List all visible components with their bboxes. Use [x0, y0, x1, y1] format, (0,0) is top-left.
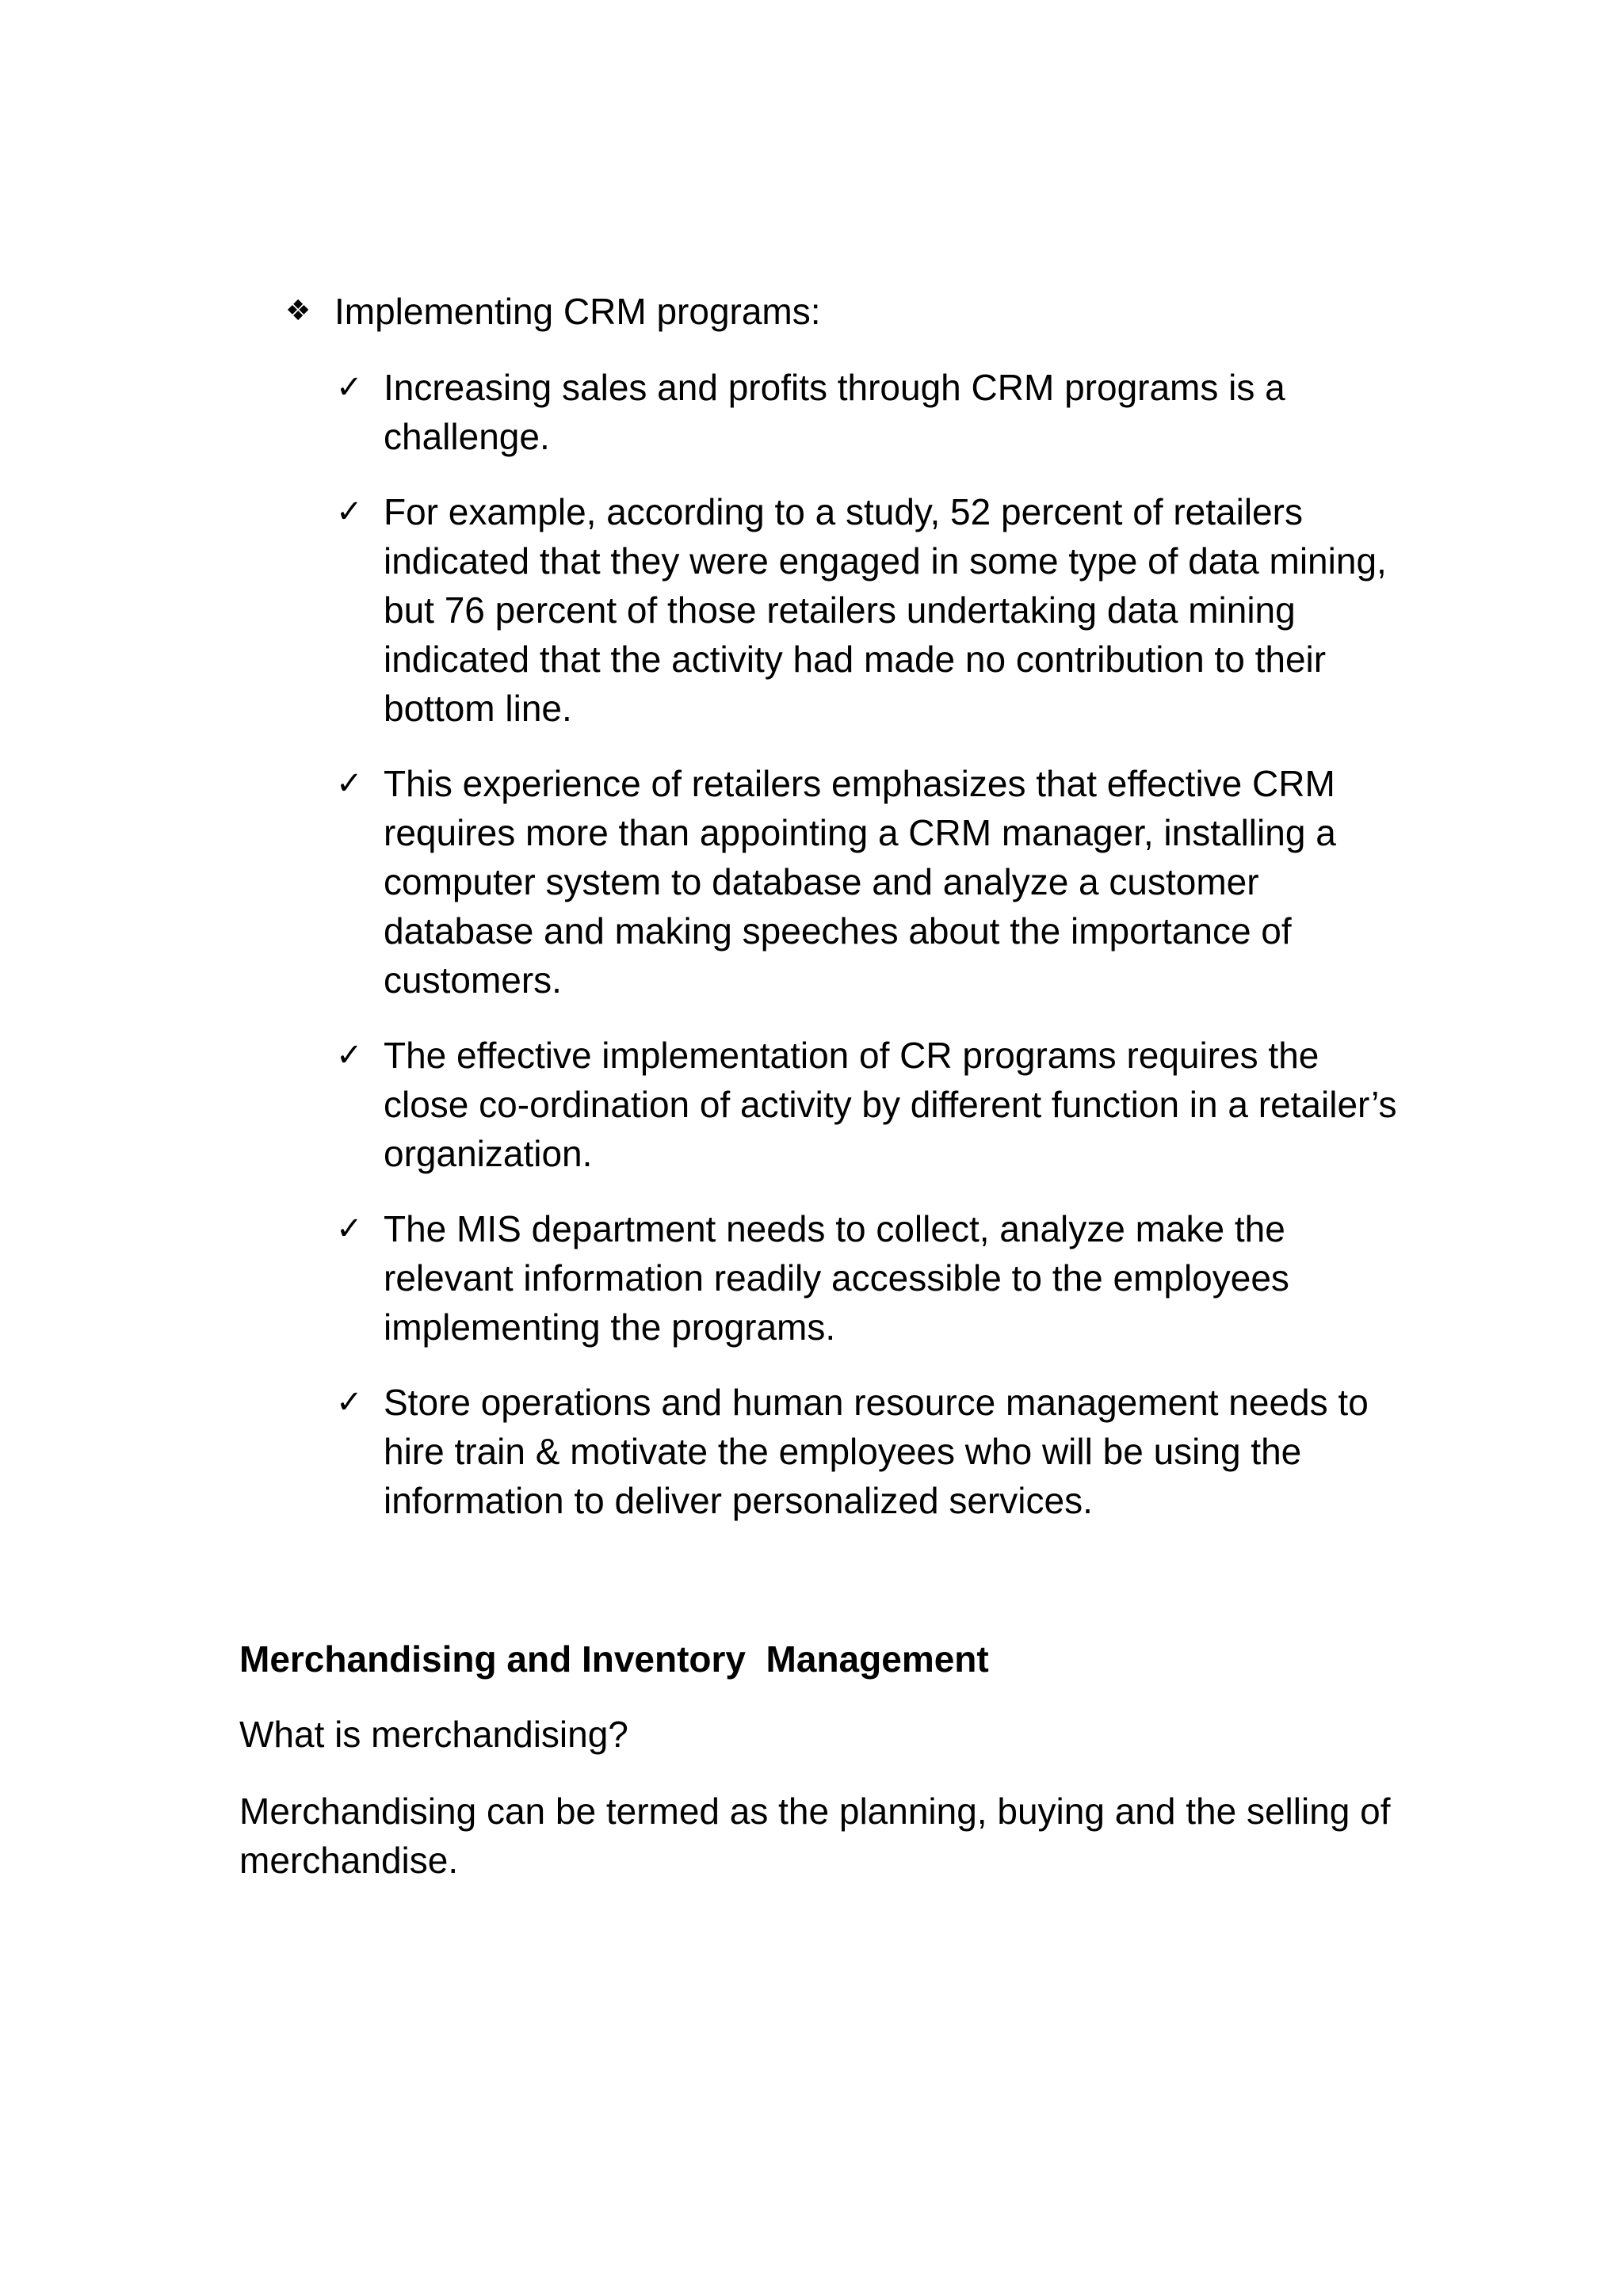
- list-item-text: For example, according to a study, 52 percent of retailers indicated that they were engaged in some type of data mining, but 76 percent of those retailers undertaking data mining indicated that the activity had made no contribution to their bottom line.: [384, 491, 1387, 729]
- list-item: [336, 1204, 1398, 1352]
- list-item: [336, 487, 1398, 733]
- list-item: [336, 1378, 1398, 1525]
- merchandising-definition: Merchandising can be termed as the planning, buying and the selling of merchandise.: [239, 1791, 1391, 1881]
- list-item-text: This experience of retailers emphasizes that effective CRM requires more than appointing a CRM manager, installing a computer system to database and analyze a customer database and making speeches about the importance of customers.: [384, 763, 1336, 1001]
- list-item: [336, 1031, 1398, 1178]
- list-item: [336, 363, 1398, 461]
- crm-heading-text: Implementing CRM programs:: [334, 291, 821, 332]
- list-item-text: Increasing sales and profits through CRM programs is a challenge.: [384, 367, 1285, 457]
- checkmark-icon: ✓: [336, 1384, 363, 1421]
- list-item: [336, 759, 1398, 1005]
- crm-checklist: [336, 363, 1398, 1551]
- list-item-text: The MIS department needs to collect, analyze make the relevant information readily accessible to the employees implementing the programs.: [384, 1208, 1289, 1348]
- list-item-text: The effective implementation of CR programs requires the close co-ordination of activity by different function in a retailer’s organization.: [384, 1035, 1397, 1174]
- checkmark-icon: ✓: [336, 765, 363, 802]
- checkmark-icon: ✓: [336, 1211, 363, 1247]
- merchandising-heading: Merchandising and Inventory Management: [239, 1638, 989, 1680]
- checkmark-icon: ✓: [336, 494, 363, 530]
- crm-section-heading: [285, 287, 821, 336]
- checkmark-icon: ✓: [336, 1037, 363, 1074]
- merchandising-question: What is merchandising?: [239, 1714, 628, 1755]
- diamond-bullet-icon: ❖: [285, 295, 311, 327]
- list-item-text: Store operations and human resource management needs to hire train & motivate the employees who will be using the information to deliver personalized services.: [384, 1382, 1369, 1521]
- checkmark-icon: ✓: [336, 369, 363, 406]
